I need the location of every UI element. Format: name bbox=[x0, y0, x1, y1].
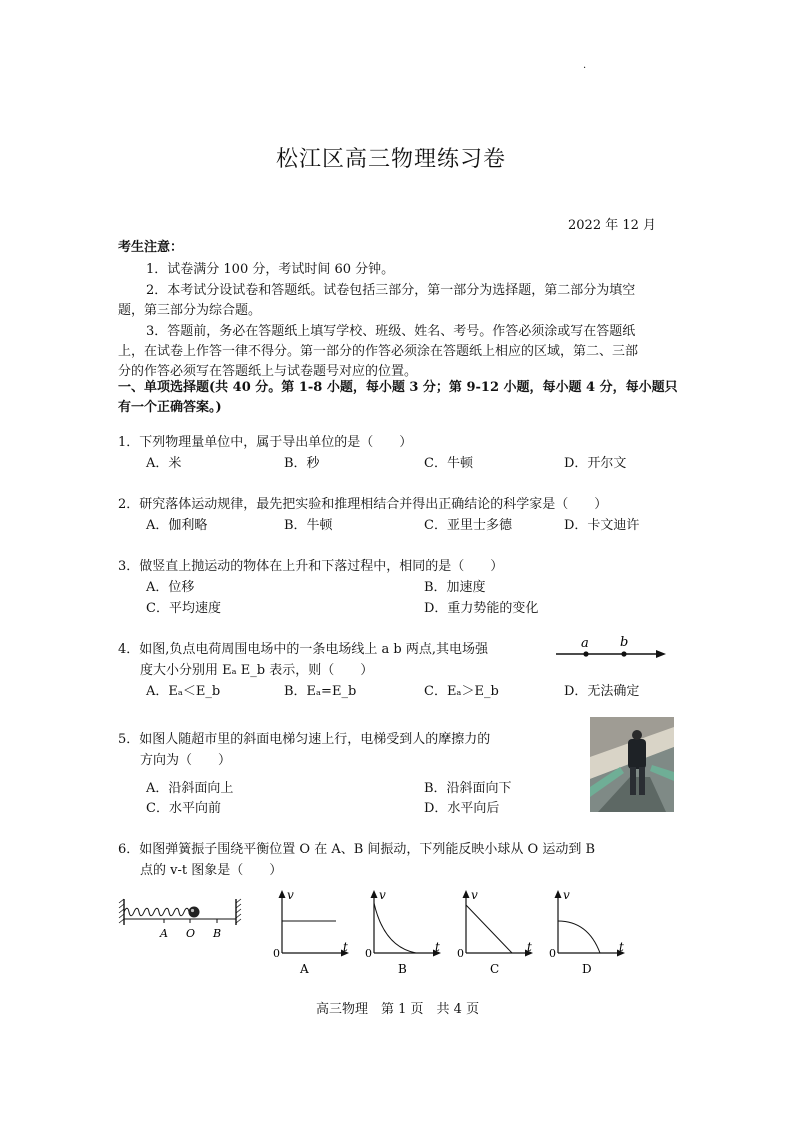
axis-v: v bbox=[471, 888, 478, 902]
question-2-option-c[interactable]: C．亚里士多德 bbox=[424, 518, 512, 533]
question-5-option-c[interactable]: C．水平向前 bbox=[146, 801, 221, 816]
axis-v: v bbox=[563, 888, 570, 902]
question-1-option-b[interactable]: B．秒 bbox=[284, 456, 320, 471]
graph-label: A bbox=[300, 962, 309, 976]
point-a bbox=[583, 651, 588, 656]
question-6-stem: 6．如图弹簧振子围绕平衡位置 O 在 A、B 间振动，下列能反映小球从 O 运动到 B bbox=[118, 842, 596, 857]
question-2-option-a[interactable]: A．伽利略 bbox=[146, 518, 208, 533]
axis-t: t bbox=[619, 940, 624, 954]
question-4-option-a[interactable]: A．Eₐ＜E_b bbox=[146, 684, 221, 699]
question-4-stem: 4．如图,负点电荷周围电场中的一条电场线上 a b 两点,其电场强 bbox=[118, 642, 489, 657]
axis-v: v bbox=[379, 888, 386, 902]
graph-option-d[interactable] bbox=[544, 885, 630, 977]
notice-item: 2．本考试分设试卷和答题纸。试卷包括三部分，第一部分为选择题，第二部分为填空 bbox=[146, 283, 636, 298]
spring-oscillator-figure bbox=[116, 895, 246, 943]
notice-item: 题，第三部分为综合题。 bbox=[118, 303, 262, 318]
question-3-option-d[interactable]: D．重力势能的变化 bbox=[424, 601, 539, 616]
point-b-label: b bbox=[620, 635, 629, 650]
graph-option-c[interactable] bbox=[452, 885, 538, 977]
question-5-stem: 5．如图人随超市里的斜面电梯匀速上行，电梯受到人的摩擦力的 bbox=[118, 732, 491, 747]
point-a-label: a bbox=[581, 636, 589, 651]
graph-label: B bbox=[398, 962, 407, 976]
section-title: 一、单项选择题(共 40 分。第 1-8 小题，每小题 3 分；第 9-12 小题，每小题 4 分，每小题只 bbox=[118, 380, 678, 395]
question-3-option-a[interactable]: A．位移 bbox=[146, 580, 195, 595]
label-A: A bbox=[160, 927, 168, 940]
label-B: B bbox=[213, 927, 222, 940]
question-5-option-a[interactable]: A．沿斜面向上 bbox=[146, 781, 234, 796]
question-1-option-a[interactable]: A．米 bbox=[146, 456, 182, 471]
ball bbox=[189, 907, 200, 918]
graph-option-b[interactable] bbox=[360, 885, 446, 977]
graph-option-a[interactable] bbox=[268, 885, 354, 977]
graph-label: D bbox=[582, 962, 592, 976]
axis-t: t bbox=[527, 940, 532, 954]
graph-label: C bbox=[490, 962, 500, 976]
question-4-stem-cont: 度大小分别用 Eₐ E_b 表示，则（ ） bbox=[140, 663, 374, 678]
question-5-option-b[interactable]: B．沿斜面向下 bbox=[424, 781, 512, 796]
escalator-photo bbox=[590, 717, 674, 812]
page-title: 松江区高三物理练习卷 bbox=[276, 147, 507, 172]
corner-dot: . bbox=[583, 60, 587, 71]
question-2-option-b[interactable]: B．牛顿 bbox=[284, 518, 333, 533]
question-4-option-d[interactable]: D．无法确定 bbox=[564, 684, 640, 699]
point-b bbox=[621, 651, 626, 656]
notice-item: 3．答题前，务必在答题纸上填写学校、班级、姓名、考号。作答必须涂或写在答题纸 bbox=[146, 324, 636, 339]
axis-t: t bbox=[435, 940, 440, 954]
question-4-option-b[interactable]: B．Eₐ=E_b bbox=[284, 684, 357, 699]
question-3-option-b[interactable]: B．加速度 bbox=[424, 580, 486, 595]
question-1-option-d[interactable]: D．开尔文 bbox=[564, 456, 627, 471]
notice-heading: 考生注意： bbox=[118, 240, 184, 255]
notice-item: 分的作答必须写在答题纸上与试卷题号对应的位置。 bbox=[118, 364, 418, 379]
question-1-option-c[interactable]: C．牛顿 bbox=[424, 456, 473, 471]
page-footer: 高三物理 第 1 页 共 4 页 bbox=[316, 1002, 480, 1017]
question-5-stem-cont: 方向为（ ） bbox=[140, 753, 232, 768]
question-2-option-d[interactable]: D．卡文迪许 bbox=[564, 518, 640, 533]
question-3-option-c[interactable]: C．平均速度 bbox=[146, 601, 221, 616]
origin: 0 bbox=[457, 947, 464, 960]
question-2-stem: 2．研究落体运动规律，最先把实验和推理相结合并得出正确结论的科学家是（ ） bbox=[118, 497, 608, 512]
question-5-option-d[interactable]: D．水平向后 bbox=[424, 801, 500, 816]
question-6-stem-cont: 点的 v-t 图象是（ ） bbox=[140, 863, 283, 878]
exam-date: 2022 年 12 月 bbox=[568, 218, 657, 233]
question-1-stem: 1．下列物理量单位中，属于导出单位的是（ ） bbox=[118, 435, 413, 450]
origin: 0 bbox=[549, 947, 556, 960]
notice-item: 上，在试卷上作答一律不得分。第一部分的作答必须涂在答题纸上相应的区域，第二、三部 bbox=[118, 344, 639, 359]
label-O: O bbox=[186, 927, 196, 940]
axis-v: v bbox=[287, 888, 294, 902]
origin: 0 bbox=[365, 947, 372, 960]
axis-t: t bbox=[343, 940, 348, 954]
section-title-cont: 有一个正确答案。) bbox=[118, 400, 222, 415]
question-3-stem: 3．做竖直上抛运动的物体在上升和下落过程中，相同的是（ ） bbox=[118, 559, 504, 574]
origin: 0 bbox=[273, 947, 280, 960]
field-line-figure bbox=[550, 632, 670, 668]
notice-item: 1．试卷满分 100 分，考试时间 60 分钟。 bbox=[146, 262, 395, 277]
question-4-option-c[interactable]: C．Eₐ＞E_b bbox=[424, 684, 499, 699]
